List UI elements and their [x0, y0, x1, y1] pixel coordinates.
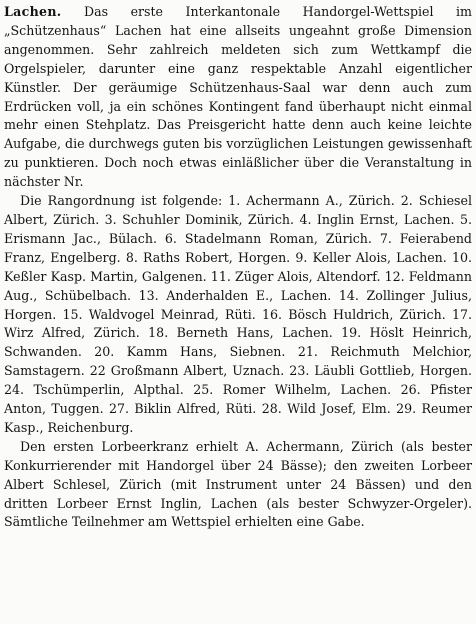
article-headline: Lachen. — [4, 4, 62, 19]
intro-text: Das erste Interkantonale Handorgel-Wettspiel im „Schützenhaus“ Lachen hat eine allseits ungeahnt große Dimension angenommen. Sehr zahlreich meldeten sich zum Wettkampf die Orgelspieler, darunter eine ganz respektable Anzahl eigentlicher Künstler. Der geräumige Schützenhaus-Saal war denn auch zum Erdrücken voll, ja ein schönes Kontingent fand überhaupt nicht einmal mehr einen Stehplatz. Das Preisgericht hatte denn auch keine leichte Aufgabe, die durchwegs guten bis vorzüglichen Leistungen gewissenhaft zu punktieren. Doch noch etwas einläßlicher über die Veranstaltung in nächster Nr. — [4, 4, 472, 190]
ranking-paragraph: Die Rangordnung ist folgende: 1. Achermann A., Zürich. 2. Schiesel Albert, Zürich. 3. Schuhler Dominik, Zürich. 4. Inglin Ernst, Lachen. 5. Erismann Jac., Bülach. 6. Stadelmann Roman, Zürich. 7. Feierabend Franz, Engelberg. 8. Raths Robert, Horgen. 9. Keller Alois, Lachen. 10. Keßler Kasp. Martin, Galgenen. 11. Züger Alois, Altendorf. 12. Feldmann Aug., Schübelbach. 13. Anderhalden E., Lachen. 14. Zollinger Julius, Horgen. 15. Waldvogel Meinrad, Rüti. 16. Bösch Huldrich, Zürich. 17. Wirz Alfred, Zürich. 18. Berneth Hans, Lachen. 19. Höslt Heinrich, Schwanden. 20. Kamm Hans, Siebnen. 21. Reichmuth Melchior, Samstagern. 22 Großmann Albert, Uznach. 23. Läubli Gottlieb, Horgen. 24. Tschümperlin, Alpthal. 25. Romer Wilhelm, Lachen. 26. Pfister Anton, Tuggen. 27. Biklin Alfred, Rüti. 28. Wild Josef, Elm. 29. Reumer Kasp., Reichenburg. — [4, 193, 472, 435]
intro-paragraph — [4, 3, 472, 192]
awards-paragraph: Den ersten Lorbeerkranz erhielt A. Achermann, Zürich (als bester Konkurrierender mit Handorgel über 24 Bässe); den zweiten Lorbeer Albert Schlesel, Zürich (mit Instrument unter 24 Bässen) und den dritten Lorbeer Ernst Inglin, Lachen (als bester Schwyzer-Orgeler). Sämtliche Teilnehmer am Wettspiel erhielten eine Gabe. — [4, 438, 472, 530]
